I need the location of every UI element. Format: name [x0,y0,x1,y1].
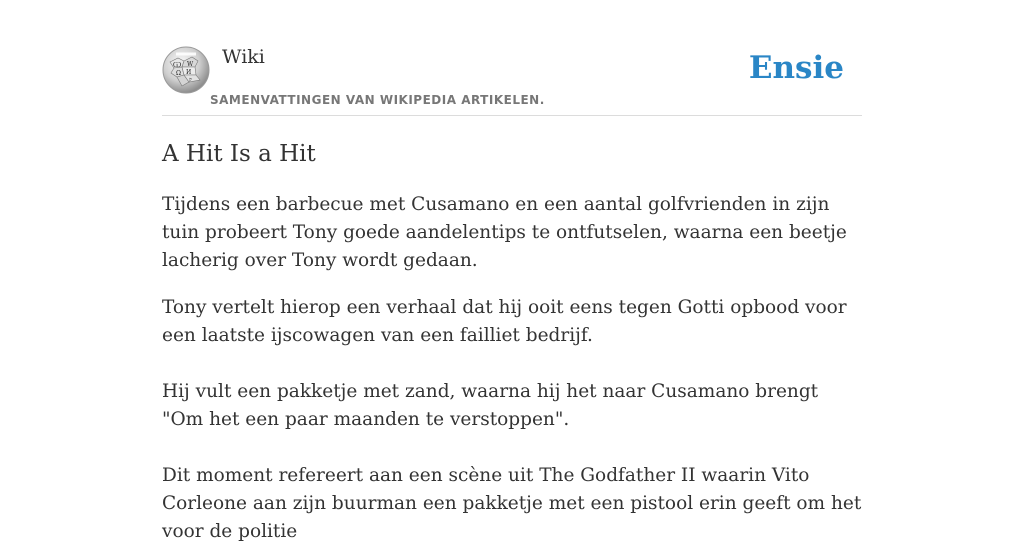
article-content [162,138,862,546]
wikipedia-globe-icon[interactable] [162,46,210,94]
svg-text:ק: ק [189,77,192,83]
svg-text:И: И [186,69,192,76]
svg-text:Ѡ: Ѡ [173,61,182,69]
svg-text:Ω: Ω [176,70,181,77]
site-tagline: SAMENVATTINGEN VAN WIKIPEDIA ARTIKELEN. [210,93,545,107]
ensie-brand-link[interactable]: Ensie [748,50,844,86]
svg-text:W: W [187,61,194,68]
article-paragraph: Hij vult een pakketje met zand, waarna hij het naar Cusamano brengt "Om het een paar maanden te verstoppen". [162,381,819,430]
article-paragraph: Tony vertelt hierop een verhaal dat hij ooit eens tegen Gotti opbood voor een laatste ijscowagen van een failliet bedrijf. [162,297,847,346]
site-header [162,44,862,116]
article-title: A Hit Is a Hit [162,141,316,167]
site-name-link[interactable]: Wiki [222,46,265,68]
article-paragraph: Tijdens een barbecue met Cusamano en een aantal golfvrienden in zijn tuin probeert Tony goede aandelentips te ontfutselen, waarna een beetje lacherig over Tony wordt gedaan. [162,194,847,271]
article-paragraph: Dit moment refereert aan een scène uit The Godfather II waarin Vito Corleone aan zijn buurman een pakketje met een pistool erin geeft om het voor de politie [162,465,862,542]
